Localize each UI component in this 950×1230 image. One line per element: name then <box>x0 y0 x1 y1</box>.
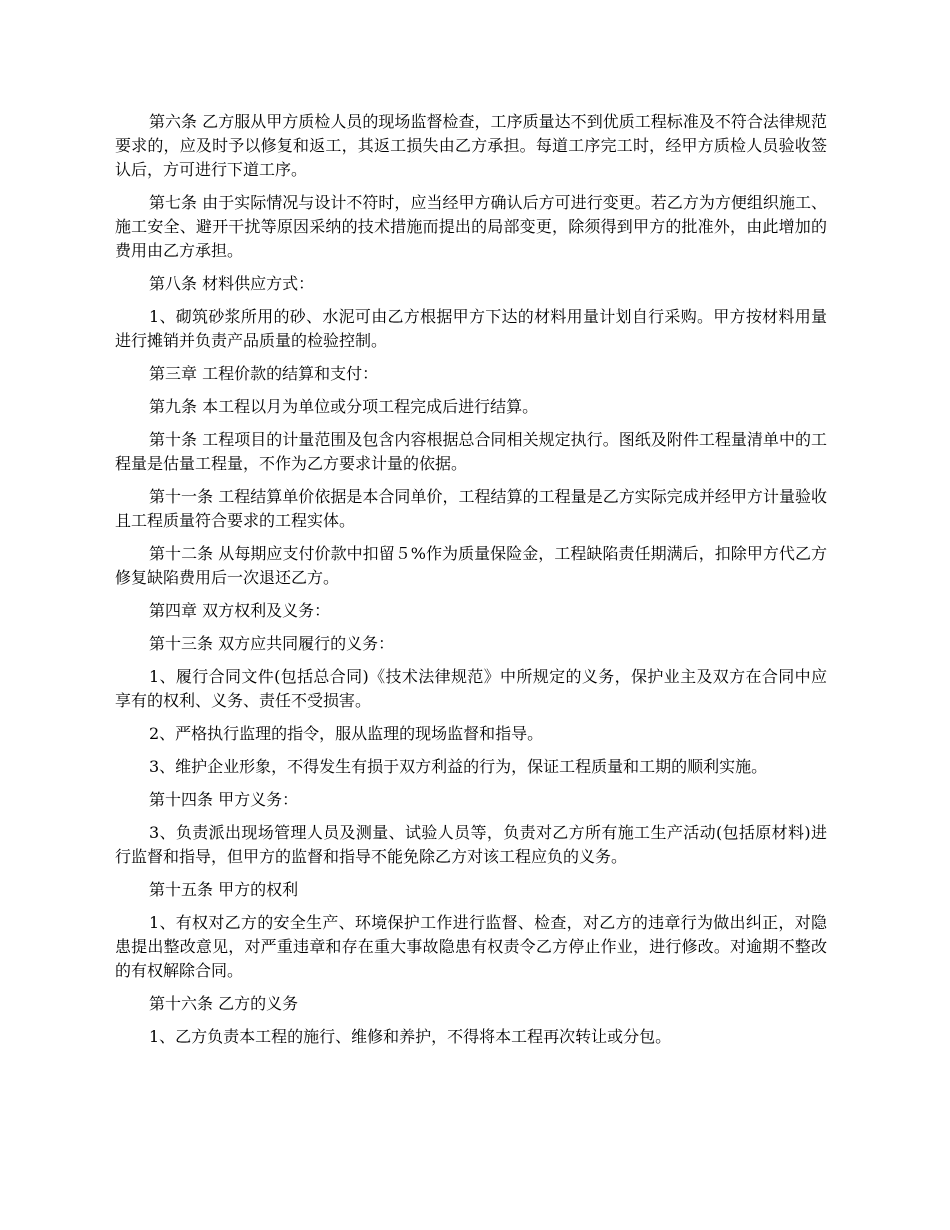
clause-14-item-3: 3、负责派出现场管理人员及测量、试验人员等，负责对乙方所有施工生产活动(包括原材料)进行监督和指导，但甲方的监督和指导不能免除乙方对该工程应负的义务。 <box>115 823 827 866</box>
clause-15-item-1: 1、有权对乙方的安全生产、环境保护工作进行监督、检查，对乙方的违章行为做出纠正，对隐患提出整改意见，对严重违章和存在重大事故隐患有权责令乙方停止作业，进行修改。对逾期不整改的有权解除合同。 <box>115 913 827 980</box>
clause-13-item-2: 2、严格执行监理的指令，服从监理的现场监督和指导。 <box>149 724 544 743</box>
chapter-3-heading: 第三章 工程价款的结算和支付： <box>149 364 379 383</box>
clause-8-material-supply: 第八条 材料供应方式： <box>149 274 315 293</box>
clause-13-item-3: 3、维护企业形象，不得发生有损于双方利益的行为，保证工程质量和工期的顺利实施。 <box>149 757 768 776</box>
clause-13-item-1: 1、履行合同文件(包括总合同)《技术法律规范》中所规定的义务，保护业主及双方在合同中应享有的权利、义务、责任不受损害。 <box>115 667 827 710</box>
clause-13-joint-obligations: 第十三条 双方应共同履行的义务： <box>149 634 395 653</box>
clause-10-measurement-scope: 第十条 工程项目的计量范围及包含内容根据总合同相关规定执行。图纸及附件工程量清单中的工程量是估量工程量，不作为乙方要求计量的依据。 <box>115 430 827 473</box>
clause-9-settlement: 第九条 本工程以月为单位或分项工程完成后进行结算。 <box>149 397 539 416</box>
document-body <box>115 110 827 1058</box>
clause-16-item-1: 1、乙方负责本工程的施行、维修和养护，不得将本工程再次转让或分包。 <box>149 1027 672 1046</box>
clause-8-item-1: 1、砌筑砂浆所用的砂、水泥可由乙方根据甲方下达的材料用量计划自行采购。甲方按材料用量进行摊销并负责产品质量的检验控制。 <box>115 307 827 350</box>
clause-14-party-a-obligations: 第十四条 甲方义务： <box>149 790 299 809</box>
clause-11-unit-price: 第十一条 工程结算单价依据是本合同单价，工程结算的工程量是乙方实际完成并经甲方计量验收且工程质量符合要求的工程实体。 <box>115 487 827 530</box>
clause-15-party-a-rights: 第十五条 甲方的权利 <box>149 880 299 899</box>
clause-6-quality-inspection: 第六条 乙方服从甲方质检人员的现场监督检查，工序质量达不到优质工程标准及不符合法律规范要求的，应及时予以修复和返工，其返工损失由乙方承担。每道工序完工时，经甲方质检人员验收签认后，方可进行下道工序。 <box>115 112 827 179</box>
clause-12-retention: 第十二条 从每期应支付价款中扣留５%作为质量保险金，工程缺陷责任期满后，扣除甲方代乙方修复缺陷费用后一次退还乙方。 <box>115 544 827 587</box>
chapter-4-heading: 第四章 双方权利及义务： <box>149 601 331 620</box>
clause-7-design-change: 第七条 由于实际情况与设计不符时，应当经甲方确认后方可进行变更。若乙方为方便组织施工、施工安全、避开干扰等原因采纳的技术措施而提出的局部变更，除须得到甲方的批准外，由此增加的费用由乙方承担。 <box>115 193 827 260</box>
clause-16-party-b-obligations: 第十六条 乙方的义务 <box>149 994 299 1013</box>
